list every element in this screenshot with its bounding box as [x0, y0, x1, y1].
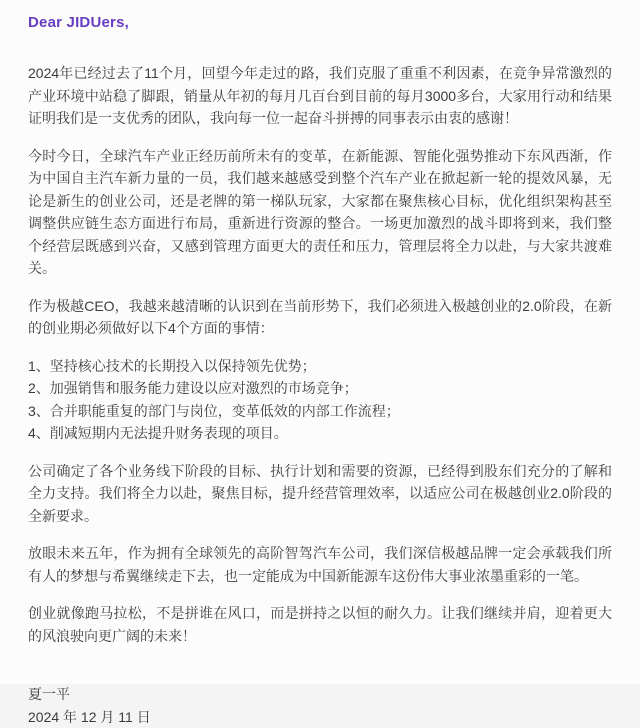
letter-greeting: Dear JIDUers, [28, 14, 612, 32]
letter-paragraph-vision: 放眼未来五年，作为拥有全球领先的高阶智驾汽车公司，我们深信极越品牌一定会承载我们所有人的梦想与希翼继续走下去，也一定能成为中国新能源车这份伟大事业浓墨重彩的一笔。 [28, 542, 612, 587]
list-item-4: 4、削减短期内无法提升财务表现的项目。 [28, 422, 612, 445]
signature-block [28, 683, 612, 728]
action-items-list [28, 355, 612, 445]
letter-paragraph-intro: 2024年已经过去了11个月，回望今年走过的路，我们克服了重重不利因素，在竞争异常激烈的产业环境中站稳了脚跟，销量从年初的每月几百台到目前的每月3000多台，大家用行动和结果证明我们是一支优秀的团队，我向每一位一起奋斗拼搏的同事表示由衷的感谢！ [28, 62, 612, 130]
list-item-1: 1、坚持核心技术的长期投入以保持领先优势； [28, 355, 612, 378]
list-item-2: 2、加强销售和服务能力建设以应对激烈的市场竞争； [28, 377, 612, 400]
signature-date: 2024 年 12 月 11 日 [28, 706, 612, 728]
letter-paragraph-industry: 今时今日，全球汽车产业正经历前所未有的变革，在新能源、智能化强势推动下东风西渐，作为中国自主汽车新力量的一员，我们越来越感受到整个汽车产业在掀起新一轮的提效风暴，无论是新生的创业公司，还是老牌的第一梯队玩家，大家都在聚焦核心目标，优化组织架构甚至调整供应链生态方面进行布局，重新进行资源的整合。一场更加激烈的战斗即将到来，我们整个经营层既感到兴奋，又感到管理方面更大的责任和压力，管理层将全力以赴，与大家共渡难关。 [28, 145, 612, 280]
signature-name: 夏一平 [28, 683, 612, 706]
letter-paragraph-shareholders: 公司确定了各个业务线下阶段的目标、执行计划和需要的资源，已经得到股东们充分的了解和全力支持。我们将全力以赴，聚焦目标，提升经营管理效率，以适应公司在极越创业2.0阶段的全新要求。 [28, 460, 612, 528]
letter-paragraph-marathon: 创业就像跑马拉松，不是拼谁在风口，而是拼持之以恒的耐久力。让我们继续并肩，迎着更大的风浪驶向更广阔的未来！ [28, 602, 612, 647]
list-item-3: 3、合并职能重复的部门与岗位，变革低效的内部工作流程； [28, 400, 612, 423]
letter-paragraph-ceo-plan: 作为极越CEO，我越来越清晰的认识到在当前形势下，我们必须进入极越创业的2.0阶段，在新的创业期必须做好以下4个方面的事情： [28, 295, 612, 340]
